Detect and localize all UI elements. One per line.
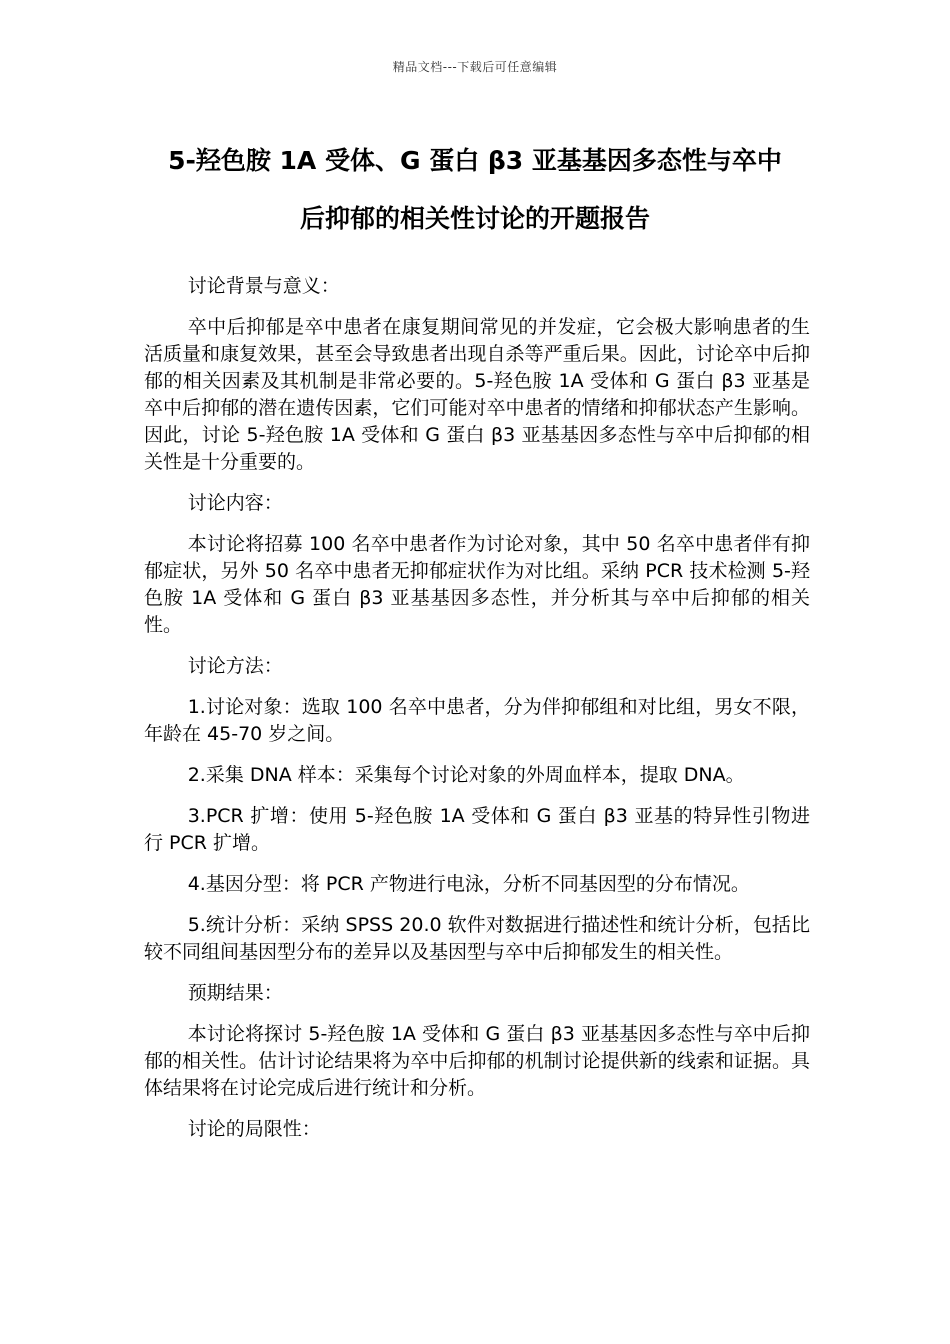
title-line-1: 5-羟色胺 1A 受体、G 蛋白 β3 亚基基因多态性与卒中 <box>168 146 782 175</box>
header-note: 精品文档---下载后可任意编辑 <box>392 60 558 74</box>
method-item-4: 4.基因分型：将 PCR 产物进行电泳，分析不同基因型的分布情况。 <box>187 873 750 895</box>
method-item-3: 3.PCR 扩增：使用 5-羟色胺 1A 受体和 G 蛋白 β3 亚基的特异性引物进行 PCR 扩增。 <box>144 805 810 854</box>
title-line-2: 后抑郁的相关性讨论的开题报告 <box>299 204 650 233</box>
method-item-5: 5.统计分析：采纳 SPSS 20.0 软件对数据进行描述性和统计分析，包括比较不同组间基因型分布的差异以及基因型与卒中后抑郁发生的相关性。 <box>144 914 810 963</box>
section-heading-content: 讨论内容： <box>187 492 283 514</box>
paragraph-content: 本讨论将招募 100 名卒中患者作为讨论对象，其中 50 名卒中患者伴有抑郁症状，另外 50 名卒中患者无抑郁症状作为对比组。采纳 PCR 技术检测 5-羟色胺 1A 受体和 G 蛋白 β3 亚基基因多态性，并分析其与卒中后抑郁的相关性。 <box>144 533 810 636</box>
document-title <box>130 132 820 248</box>
document-body <box>144 273 810 1157</box>
paragraph-expected-results: 本讨论将探讨 5-羟色胺 1A 受体和 G 蛋白 β3 亚基基因多态性与卒中后抑郁的相关性。估计讨论结果将为卒中后抑郁的机制讨论提供新的线索和证据。具体结果将在讨论完成后进行统计和分析。 <box>144 1023 810 1099</box>
section-heading-background: 讨论背景与意义： <box>187 275 340 297</box>
method-item-2: 2.采集 DNA 样本：采集每个讨论对象的外周血样本，提取 DNA。 <box>187 764 745 786</box>
method-item-1: 1.讨论对象：选取 100 名卒中患者，分为伴抑郁组和对比组，男女不限，年龄在 45-70 岁之间。 <box>144 696 810 745</box>
section-heading-limitations: 讨论的局限性： <box>187 1118 321 1140</box>
paragraph-background: 卒中后抑郁是卒中患者在康复期间常见的并发症，它会极大影响患者的生活质量和康复效果，甚至会导致患者出现自杀等严重后果。因此，讨论卒中后抑郁的相关因素及其机制是非常必要的。5-羟色胺 1A 受体和 G 蛋白 β3 亚基是卒中后抑郁的潜在遗传因素，它们可能对卒中患者的情绪和抑郁状态产生影响。因此，讨论 5-羟色胺 1A 受体和 G 蛋白 β3 亚基基因多态性与卒中后抑郁的相关性是十分重要的。 <box>144 316 810 473</box>
section-heading-methods: 讨论方法： <box>187 655 283 677</box>
section-heading-expected-results: 预期结果： <box>187 982 283 1004</box>
